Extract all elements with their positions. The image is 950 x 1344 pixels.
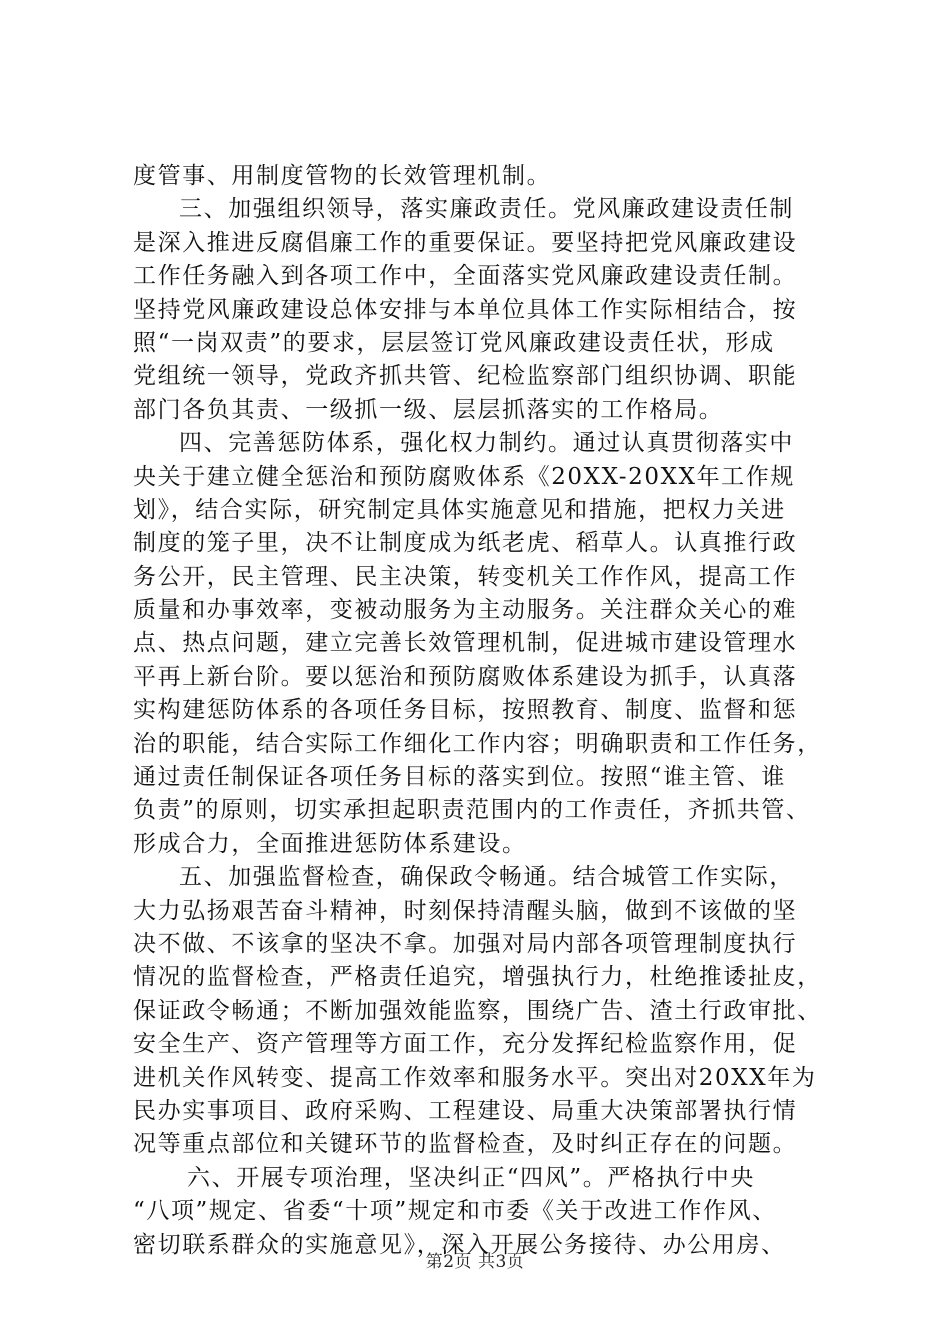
page-number-label: 第2页 共3页 [425,1252,525,1272]
text-line: 务公开，民主管理、民主决策，转变机关工作作风，提高工作 [133,563,798,590]
text-line: 治的职能，结合实际工作细化工作内容；明确职责和工作任务， [133,730,822,757]
text-line: 安全生产、资产管理等方面工作，充分发挥纪检监察作用，促 [133,1031,798,1058]
text-line: 是深入推进反腐倡廉工作的重要保证。要坚持把党风廉政建设 [133,229,798,256]
paragraph-heading-6: 六、开展专项治理，坚决纠正“四风”。严格执行中央 [187,1164,755,1191]
text-line: 保证政令畅通；不断加强效能监察，围绕广告、渣土行政审批、 [133,997,822,1024]
text-line: 部门各负其责、一级抓一级、层层抓落实的工作格局。 [133,396,724,423]
text-line: 点、热点问题，建立完善长效管理机制，促进城市建设管理水 [133,630,798,657]
text-line: 党组统一领导，党政齐抓共管、纪检监察部门组织协调、职能 [133,363,798,390]
text-line: 央关于建立健全惩治和预防腐败体系《20XX-20XX年工作规 [133,463,795,490]
text-line: 负责”的原则，切实承担起职责范围内的工作责任，齐抓共管、 [133,797,811,824]
text-line: 情况的监督检查，严格责任追究，增强执行力，杜绝推诿扯皮， [133,964,822,991]
text-line: 划》，结合实际，研究制定具体实施意见和措施，把权力关进 [133,496,786,523]
text-line: 大力弘扬艰苦奋斗精神，时刻保持清醒头脑，做到不该做的坚 [133,897,798,924]
text-line: 决不做、不该拿的坚决不拿。加强对局内部各项管理制度执行 [133,930,798,957]
text-line: 度管事、用制度管物的长效管理机制。 [133,163,552,189]
text-line: 民办实事项目、政府采购、工程建设、局重大决策部署执行情 [133,1097,798,1124]
text-line: 质量和办事效率，变被动服务为主动服务。关注群众关心的难 [133,597,798,624]
paragraph-heading-3: 三、加强组织领导，落实廉政责任。党风廉政建设责任制 [179,196,794,223]
text-line: 进机关作风转变、提高工作效率和服务水平。突出对20XX年为 [133,1064,817,1091]
document-body [133,160,833,1262]
text-line: 实构建惩防体系的各项任务目标，按照教育、制度、监督和惩 [133,697,798,724]
text-line: 坚持党风廉政建设总体安排与本单位具体工作实际相结合，按 [133,296,798,323]
text-line: 平再上新台阶。要以惩治和预防腐败体系建设为抓手，认真落 [133,663,798,690]
text-line: 密切联系群众的实施意见》，深入开展公务接待、办公用房、 [133,1231,786,1258]
text-line: 制度的笼子里，决不让制度成为纸老虎、稻草人。认真推行政 [133,530,798,557]
paragraph-heading-5: 五、加强监督检查，确保政令畅通。结合城管工作实际， [179,864,794,891]
text-line: 照“一岗双责”的要求，层层签订党风廉政建设责任状，形成 [133,329,775,356]
text-line: 工作任务融入到各项工作中，全面落实党风廉政建设责任制。 [133,263,798,290]
text-line: 况等重点部位和关键环节的监督检查，及时纠正存在的问题。 [133,1131,798,1158]
text-line: 形成合力，全面推进惩防体系建设。 [133,830,527,857]
paragraph-heading-4: 四、完善惩防体系，强化权力制约。通过认真贯彻落实中 [179,430,794,457]
text-line: 通过责任制保证各项任务目标的落实到位。按照“谁主管、谁 [133,764,786,791]
text-line: “八项”规定、省委“十项”规定和市委《关于改进工作作风、 [133,1198,777,1225]
page-footer [0,1251,950,1273]
